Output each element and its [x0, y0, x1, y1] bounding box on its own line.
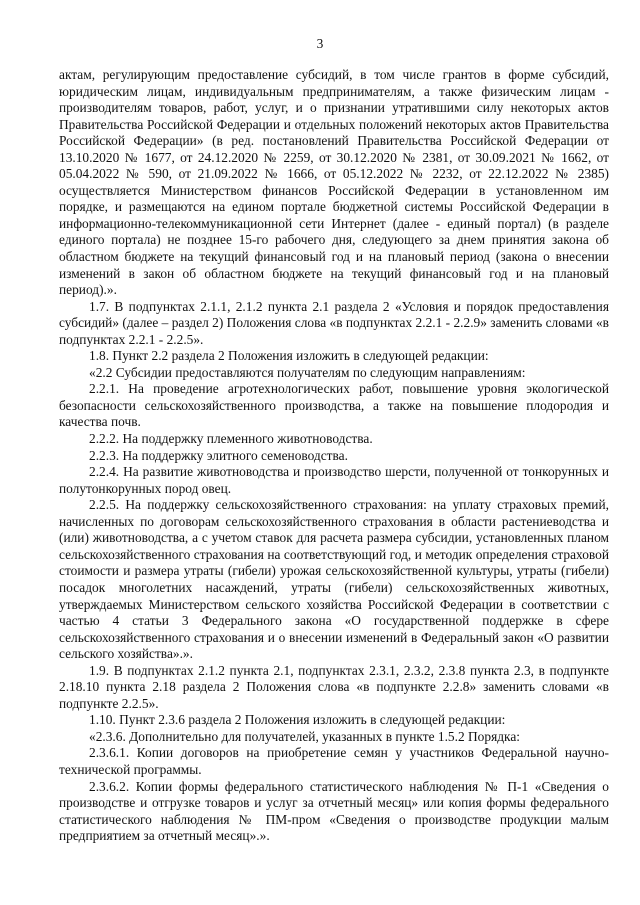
paragraph-2-2-1: 2.2.1. На проведение агротехнологических работ, повышение уровня экологической безопасности сельскохозяйственного производства, а также на повышение плодородия и качества почв.	[59, 381, 609, 430]
paragraph-1-9: 1.9. В подпунктах 2.1.2 пункта 2.1, подпунктах 2.3.1, 2.3.2, 2.3.8 пункта 2.3, в подпункте 2.18.10 пункта 2.18 раздела 2 Положения слова «в подпункте 2.2.8» заменить словами «в подпункте 2.2.5».	[59, 662, 609, 711]
paragraph-2-3-6-2: 2.3.6.2. Копии формы федерального статистического наблюдения № П-1 «Сведения о производстве и отгрузке товаров и услуг за отчетный месяц» или копия формы федерального статистического наблюдения № ПМ-пром «Сведения о производстве продукции малым предприятием за отчетный месяц».».	[59, 778, 609, 844]
page-number: 3	[316, 36, 324, 51]
paragraph-2-2-2: 2.2.2. На поддержку племенного животноводства.	[89, 431, 373, 447]
paragraph-2-2-3: 2.2.3. На поддержку элитного семеноводства.	[89, 447, 348, 463]
paragraph-2-2-5: 2.2.5. На поддержку сельскохозяйственного страхования: на уплату страховых премий, начисленных по договорам сельскохозяйственного страхования в области растениеводства и (или) животноводства, а с учетом ставок для расчета размера субсидии, установленных планом сельскохозяйственного страхования на соответствующий год, и методик определения страховой стоимости и размера утраты (гибели) урожая сельскохозяйственной культуры, утраты (гибели) посадок многолетних насаждений, утраты (гибели) сельскохозяйственных животных, утверждаемых Министерством сельского хозяйства Российской Федерации в соответствии с частью 4 статьи 3 Федерального закона «О государственной поддержке в сфере сельскохозяйственного страхования и о внесении изменений в Федеральный закон «О развитии сельского хозяйства».».	[59, 497, 609, 662]
paragraph-2-3-6-1: 2.3.6.1. Копии договоров на приобретение семян у участников Федеральной научно-технической программы.	[59, 745, 609, 777]
paragraph-2-2-4: 2.2.4. На развитие животноводства и производство шерсти, полученной от тонкорунных и полутонкорунных пород овец.	[59, 464, 609, 496]
paragraph-1-7: 1.7. В подпунктах 2.1.1, 2.1.2 пункта 2.1 раздела 2 «Условия и порядок предоставления субсидий» (далее – раздел 2) Положения слова «в подпунктах 2.2.1 - 2.2.9» заменить словами «в подпунктах 2.2.1 - 2.2.5».	[59, 298, 609, 347]
document-body	[59, 67, 609, 845]
paragraph-continuation: актам, регулирующим предоставление субсидий, в том числе грантов в форме субсидий, юридическим лицам, индивидуальным предпринимателям, а также физическим лицам - производителям товаров, работ, услуг, и о признании утратившими силу некоторых актов Правительства Российской Федерации и отдельных положений некоторых актов Правительства Российской Федерации» (в ред. постановлений Правительства Российской Федерации от 13.10.2020 № 1677, от 24.12.2020 № 2259, от 30.12.2020 № 2381, от 30.09.2021 № 1662, от 05.04.2022 № 590, от 21.09.2022 № 1666, от 05.12.2022 № 2232, от 22.12.2022 № 2385) осуществляется Министерством финансов Российской Федерации в установленном им порядке, и размещаются на едином портале бюджетной системы Российской Федерации в информационно-телекоммуникационной сети Интернет (далее - единый портал) (в разделе единого портала) не позднее 15-го рабочего дня, следующего за днем принятия закона об областном бюджете на текущий финансовый год и на плановый период (закона о внесении изменений в закон об областном бюджете на текущий финансовый год и на плановый период).».	[59, 67, 609, 298]
paragraph-1-10: 1.10. Пункт 2.3.6 раздела 2 Положения изложить в следующей редакции:	[89, 712, 506, 728]
paragraph-2-3-6: «2.3.6. Дополнительно для получателей, указанных в пункте 1.5.2 Порядка:	[89, 728, 521, 744]
paragraph-2-2: «2.2 Субсидии предоставляются получателям по следующим направлениям:	[89, 364, 526, 380]
paragraph-1-8: 1.8. Пункт 2.2 раздела 2 Положения изложить в следующей редакции:	[89, 348, 489, 364]
